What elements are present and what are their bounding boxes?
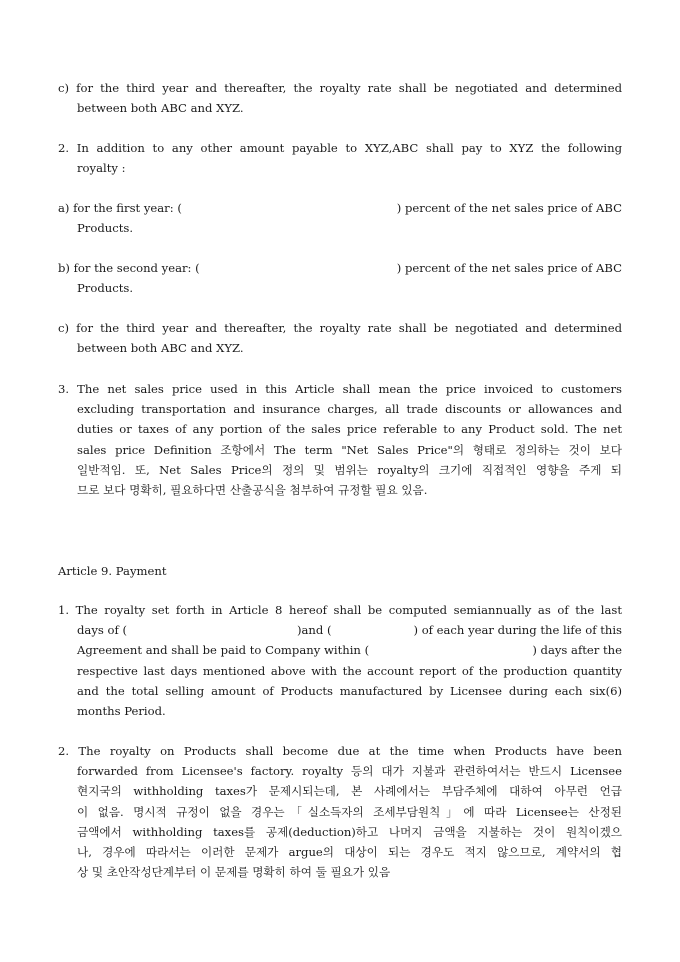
clause-a-start: a) for the first year: ( bbox=[58, 201, 182, 215]
blank-field bbox=[137, 620, 287, 640]
blank-field bbox=[204, 198, 374, 218]
clause-b-start: b) for the second year: ( bbox=[58, 261, 200, 275]
clause-3 bbox=[58, 379, 622, 500]
clause-line: respective last days mentioned above with the account report of the production quantity bbox=[77, 663, 622, 678]
clause-line: Products. bbox=[77, 281, 133, 296]
clause-line: 2. In addition to any other amount payable to XYZ,ABC shall pay to XYZ the following bbox=[58, 141, 622, 155]
clause-text: Agreement and shall be paid to Company within ( bbox=[77, 643, 370, 658]
clause-line: and the total selling amount of Products manufactured by Licensee during each six(6) bbox=[77, 683, 622, 698]
clause-line: c) for the third year and thereafter, the royalty rate shall be negotiated and determined bbox=[58, 81, 622, 95]
clause-line: 나, 경우에 따라서는 이러한 문제가 argue의 대상이 되는 경우도 적지 않으므로, 계약서의 협 bbox=[77, 845, 622, 860]
clause-text: ) of each year during the life of this bbox=[413, 623, 622, 638]
clause-a-end: ) percent of the net sales price of ABC bbox=[396, 201, 622, 215]
blank-field bbox=[376, 640, 526, 660]
clause-line: royalty : bbox=[77, 161, 126, 176]
clause-line: months Period. bbox=[77, 704, 166, 719]
clause-line: 므로 보다 명확히, 필요하다면 산출공식을 첨부하여 규정할 필요 있음. bbox=[77, 483, 428, 498]
clause-c-second bbox=[58, 318, 622, 358]
clause-line: forwarded from Licensee's factory. royalty 등의 대가 지불과 관련하여서는 반드시 Licensee bbox=[77, 764, 622, 779]
clause-line: 3. The net sales price used in this Article shall mean the price invoiced to customers bbox=[58, 382, 622, 396]
clause-line: 현지국의 withholding taxes가 문제시되는데, 본 사례에서는 부담주체에 대하여 아무런 언급 bbox=[77, 784, 622, 799]
clause-b bbox=[58, 258, 622, 298]
clause-line: sales price Definition 조항에서 The term "Net Sales Price"의 형태로 정의하는 것이 보다 bbox=[77, 442, 622, 457]
payment-clause-1 bbox=[58, 600, 622, 721]
clause-a bbox=[58, 198, 622, 238]
blank-field bbox=[223, 258, 373, 278]
clause-2 bbox=[58, 138, 622, 178]
clause-line: Products. bbox=[77, 221, 133, 236]
clause-line: 이 없음. 명시적 규정이 없을 경우는「실소득자의 조세부담원칙」에 따라 Licensee는 산정된 bbox=[77, 804, 622, 819]
clause-line: between both ABC and XYZ. bbox=[77, 101, 244, 116]
article-heading: Article 9. Payment bbox=[58, 564, 167, 578]
clause-line: between both ABC and XYZ. bbox=[77, 341, 244, 356]
clause-line: duties or taxes of any portion of the sales price referable to any Product sold. The net bbox=[77, 422, 622, 437]
blank-field bbox=[342, 620, 404, 640]
clause-line: 상 및 초안작성단계부터 이 문제를 명확히 하여 둘 필요가 있음 bbox=[77, 865, 391, 880]
clause-text: ) days after the bbox=[532, 643, 622, 658]
clause-line: 2. The royalty on Products shall become due at the time when Products have been bbox=[58, 744, 622, 758]
clause-text: )and ( bbox=[296, 623, 332, 638]
clause-line: c) for the third year and thereafter, the royalty rate shall be negotiated and determined bbox=[58, 321, 622, 335]
clause-line: 금액에서 withholding taxes를 공제(deduction)하고 나머지 금액을 지불하는 것이 원칙이겠으 bbox=[77, 824, 622, 839]
clause-b-end: ) percent of the net sales price of ABC bbox=[396, 261, 622, 275]
clause-line: 일반적임. 또, Net Sales Price의 정의 및 범위는 royalty의 크기에 직접적인 영향을 주게 되 bbox=[77, 462, 622, 477]
payment-clause-2 bbox=[58, 741, 622, 882]
clause-line: excluding transportation and insurance charges, all trade discounts or allowances and bbox=[77, 402, 622, 417]
clause-c-first bbox=[58, 78, 622, 118]
clause-text: days of ( bbox=[77, 623, 127, 638]
clause-line: 1. The royalty set forth in Article 8 hereof shall be computed semiannually as of the last bbox=[58, 603, 622, 617]
